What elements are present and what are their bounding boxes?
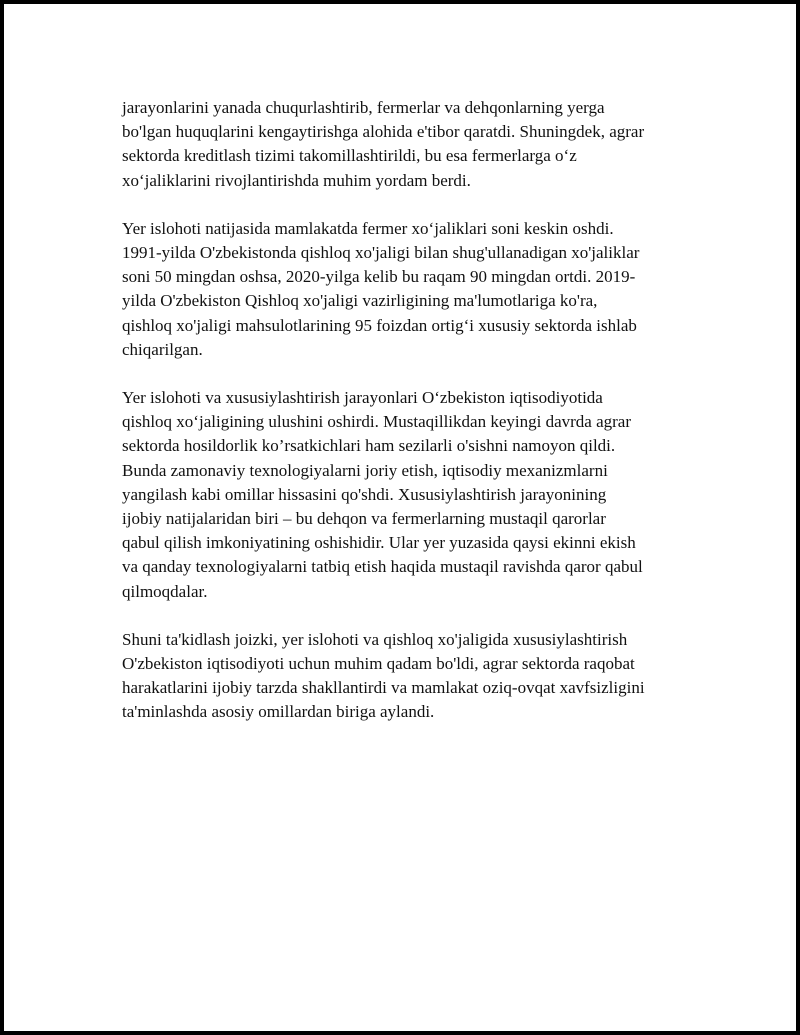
document-body (122, 96, 702, 749)
paragraph-4: Shuni ta'kidlash joizki, yer islohoti va qishloq xo'jaligida xususiylashtirish O'zbekiston iqtisodiyoti uchun muhim qadam bo'ldi, agrar sektorda raqobat harakatlarini ijobiy tarzda shakllantirdi va mamlakat oziq-ovqat xavfsizligini ta'minlashda asosiy omillardan biriga aylandi. (122, 629, 645, 722)
paragraph-3: Yer islohoti va xususiylashtirish jarayonlari O‘zbekiston iqtisodiyotida qishloq xo‘jaligining ulushini oshirdi. Mustaqillikdan keyingi davrda agrar sektorda hosildorlik ko’rsatkichlari ham sezilarli o'sishni namoyon qildi. Bunda zamonaviy texnologiyalarni joriy etish, iqtisodiy mexanizmlarni yangilash kabi omillar hissasini qo'shdi. Xususiylashtirish jarayonining ijobiy natijalaridan biri – bu dehqon va fermerlarning mustaqil qarorlar qabul qilish imkoniyatining oshishidir. Ular yer yuzasida qaysi ekinni ekish va qanday texnologiyalarni tatbiq etish haqida mustaqil ravishda qaror qabul qilmoqdalar. (122, 388, 643, 601)
paragraph-2: Yer islohoti natijasida mamlakatda fermer xo‘jaliklari soni keskin oshdi. 1991-yilda O'zbekistonda qishloq xo'jaligi bilan shug'ullanadigan xo'jaliklar soni 50 mingdan oshsa, 2020-yilga kelib bu raqam 90 mingdan ortdi. 2019- yilda O'zbekiston Qishloq xo'jaligi vazirligining ma'lumotlariga ko'ra, qishloq xo'jaligi mahsulotlarining 95 foizdan ortig‘i xususiy sektorda ishlab chiqarilgan. (122, 218, 640, 359)
paragraph-1: jarayonlarini yanada chuqurlashtirib, fermerlar va dehqonlarning yerga bo'lgan huquqlarini kengaytirishga alohida e'tibor qaratdi. Shuningdek, agrar sektorda kreditlash tizimi takomillashtirildi, bu esa fermerlarga o‘z xo‘jaliklarini rivojlantirishda muhim yordam berdi. (122, 98, 645, 190)
